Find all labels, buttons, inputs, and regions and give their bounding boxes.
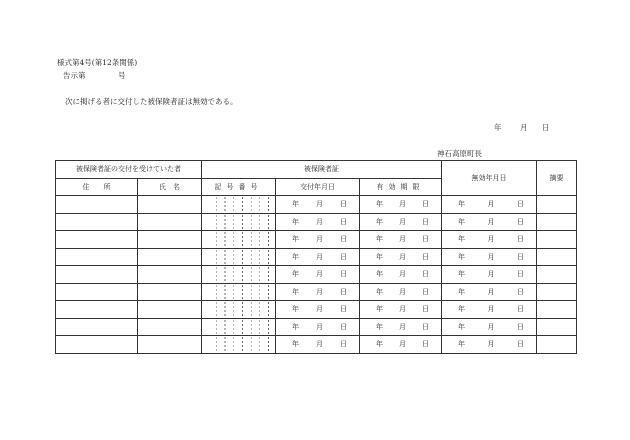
unit-month: 月 (399, 287, 406, 296)
unit-year: 年 (292, 287, 299, 296)
unit-month: 月 (316, 200, 323, 209)
invalid-date-cell[interactable] (442, 283, 537, 301)
expiry-cell[interactable] (360, 196, 442, 214)
name-cell[interactable] (138, 301, 202, 319)
unit-year: 年 (376, 270, 383, 279)
expiry-cell[interactable] (360, 336, 442, 354)
unit-year: 年 (376, 305, 383, 314)
invalid-date-cell[interactable] (442, 266, 537, 284)
unit-year: 年 (376, 340, 383, 349)
unit-day: 日 (422, 287, 429, 296)
unit-year: 年 (458, 235, 465, 244)
name-cell[interactable] (138, 196, 202, 214)
unit-month: 月 (399, 252, 406, 261)
unit-year: 年 (376, 217, 383, 226)
header-card-number: 記号番号 (202, 178, 276, 196)
remarks-cell[interactable] (537, 283, 577, 301)
expiry-cell[interactable] (360, 266, 442, 284)
unit-day: 日 (340, 322, 347, 331)
notice-date-month: 月 (520, 123, 528, 132)
unit-day: 日 (422, 200, 429, 209)
header-address: 住 所 (56, 178, 138, 196)
expiry-cell[interactable] (360, 248, 442, 266)
remarks-cell[interactable] (537, 336, 577, 354)
unit-day: 日 (340, 252, 347, 261)
address-cell[interactable] (56, 336, 138, 354)
unit-day: 日 (340, 340, 347, 349)
unit-year: 年 (292, 270, 299, 279)
unit-year: 年 (376, 287, 383, 296)
address-cell[interactable] (56, 318, 138, 336)
unit-year: 年 (458, 252, 465, 261)
remarks-cell[interactable] (537, 231, 577, 249)
unit-month: 月 (316, 217, 323, 226)
unit-year: 年 (292, 217, 299, 226)
unit-year: 年 (292, 252, 299, 261)
unit-year: 年 (376, 322, 383, 331)
unit-day: 日 (517, 252, 524, 261)
table-row (56, 266, 577, 284)
table-row (56, 283, 577, 301)
invalid-date-cell[interactable] (442, 301, 537, 319)
unit-year: 年 (458, 287, 465, 296)
name-cell[interactable] (138, 266, 202, 284)
remarks-cell[interactable] (537, 196, 577, 214)
notice-number-suffix: 号 (118, 71, 126, 80)
header-invalid-date: 無効年月日 (442, 161, 537, 196)
form-number: 様式第4号(第12条関係) (57, 58, 138, 67)
invalid-date-cell[interactable] (442, 318, 537, 336)
issue-date-cell[interactable] (276, 283, 360, 301)
header-card-group: 被保険者証 (202, 161, 442, 179)
unit-month: 月 (487, 305, 495, 314)
unit-day: 日 (422, 235, 429, 244)
unit-year: 年 (458, 200, 465, 209)
address-cell[interactable] (56, 213, 138, 231)
unit-month: 月 (316, 322, 323, 331)
table-row (56, 213, 577, 231)
issue-date-cell[interactable] (276, 318, 360, 336)
card-number-cell[interactable] (202, 213, 276, 231)
invalid-certificate-table (55, 160, 577, 354)
unit-day: 日 (517, 200, 524, 209)
unit-day: 日 (422, 340, 429, 349)
expiry-cell[interactable] (360, 231, 442, 249)
notice-number-label: 告示第 (63, 71, 86, 80)
remarks-cell[interactable] (537, 301, 577, 319)
address-cell[interactable] (56, 266, 138, 284)
name-cell[interactable] (138, 248, 202, 266)
table-row (56, 318, 577, 336)
expiry-cell[interactable] (360, 318, 442, 336)
card-number-cell[interactable] (202, 196, 276, 214)
unit-year: 年 (458, 270, 465, 279)
unit-year: 年 (292, 305, 299, 314)
unit-month: 月 (487, 287, 495, 296)
unit-month: 月 (487, 200, 495, 209)
expiry-cell[interactable] (360, 301, 442, 319)
card-number-cell[interactable] (202, 248, 276, 266)
expiry-cell[interactable] (360, 213, 442, 231)
issue-date-cell[interactable] (276, 231, 360, 249)
issue-date-cell[interactable] (276, 301, 360, 319)
unit-day: 日 (517, 340, 524, 349)
header-holder-group: 被保険者証の交付を受けていた者 (56, 161, 202, 179)
unit-month: 月 (487, 340, 495, 349)
address-cell[interactable] (56, 248, 138, 266)
remarks-cell[interactable] (537, 248, 577, 266)
header-issue-date: 交付年月日 (276, 178, 360, 196)
unit-day: 日 (422, 217, 429, 226)
unit-day: 日 (340, 287, 347, 296)
unit-day: 日 (340, 235, 347, 244)
invalid-date-cell[interactable] (442, 213, 537, 231)
card-number-cell[interactable] (202, 283, 276, 301)
unit-month: 月 (399, 340, 406, 349)
unit-month: 月 (399, 200, 406, 209)
unit-year: 年 (376, 235, 383, 244)
unit-month: 月 (399, 235, 406, 244)
unit-month: 月 (487, 235, 495, 244)
unit-month: 月 (316, 270, 323, 279)
unit-month: 月 (487, 252, 495, 261)
address-cell[interactable] (56, 196, 138, 214)
unit-day: 日 (517, 322, 524, 331)
unit-year: 年 (292, 322, 299, 331)
issue-date-cell[interactable] (276, 248, 360, 266)
unit-year: 年 (292, 200, 299, 209)
unit-month: 月 (399, 217, 406, 226)
unit-year: 年 (458, 340, 465, 349)
remarks-cell[interactable] (537, 213, 577, 231)
table-row (56, 248, 577, 266)
address-cell[interactable] (56, 231, 138, 249)
invalid-date-cell[interactable] (442, 336, 537, 354)
unit-day: 日 (340, 305, 347, 314)
issue-date-cell[interactable] (276, 266, 360, 284)
table-row (56, 301, 577, 319)
unit-year: 年 (292, 340, 299, 349)
card-number-cell[interactable] (202, 301, 276, 319)
unit-month: 月 (399, 270, 406, 279)
notice-date-day: 日 (542, 123, 550, 132)
name-cell[interactable] (138, 318, 202, 336)
unit-year: 年 (292, 235, 299, 244)
address-cell[interactable] (56, 301, 138, 319)
unit-month: 月 (316, 252, 323, 261)
card-number-cell[interactable] (202, 336, 276, 354)
table-row (56, 196, 577, 214)
table-row (56, 336, 577, 354)
unit-day: 日 (517, 217, 524, 226)
remarks-cell[interactable] (537, 266, 577, 284)
unit-day: 日 (517, 270, 524, 279)
name-cell[interactable] (138, 213, 202, 231)
unit-day: 日 (340, 270, 347, 279)
unit-day: 日 (340, 200, 347, 209)
issuer-title: 神石高原町長 (437, 149, 482, 158)
invalid-date-cell[interactable] (442, 248, 537, 266)
unit-month: 月 (487, 217, 495, 226)
unit-year: 年 (458, 305, 465, 314)
unit-month: 月 (316, 287, 323, 296)
invalid-date-cell[interactable] (442, 196, 537, 214)
notice-date-year: 年 (494, 123, 502, 132)
name-cell[interactable] (138, 231, 202, 249)
card-number-cell[interactable] (202, 318, 276, 336)
table-row (56, 231, 577, 249)
invalid-date-cell[interactable] (442, 231, 537, 249)
unit-day: 日 (340, 217, 347, 226)
unit-month: 月 (487, 270, 495, 279)
name-cell[interactable] (138, 336, 202, 354)
unit-month: 月 (399, 305, 406, 314)
issue-date-cell[interactable] (276, 196, 360, 214)
unit-day: 日 (422, 270, 429, 279)
invalidation-statement: 次に掲げる者に交付した被保険者証は無効である。 (65, 97, 238, 106)
header-remarks: 摘要 (537, 161, 577, 196)
unit-day: 日 (422, 322, 429, 331)
expiry-cell[interactable] (360, 283, 442, 301)
unit-month: 月 (316, 340, 323, 349)
card-number-cell[interactable] (202, 231, 276, 249)
header-expiry: 有効期限 (360, 178, 442, 196)
name-cell[interactable] (138, 283, 202, 301)
unit-month: 月 (399, 322, 406, 331)
unit-month: 月 (316, 235, 323, 244)
issue-date-cell[interactable] (276, 336, 360, 354)
unit-day: 日 (517, 235, 524, 244)
card-number-cell[interactable] (202, 266, 276, 284)
unit-day: 日 (517, 305, 524, 314)
unit-month: 月 (316, 305, 323, 314)
unit-year: 年 (458, 322, 465, 331)
unit-year: 年 (458, 217, 465, 226)
unit-year: 年 (376, 252, 383, 261)
unit-month: 月 (487, 322, 495, 331)
unit-day: 日 (517, 287, 524, 296)
remarks-cell[interactable] (537, 318, 577, 336)
unit-day: 日 (422, 305, 429, 314)
unit-year: 年 (376, 200, 383, 209)
address-cell[interactable] (56, 283, 138, 301)
unit-day: 日 (422, 252, 429, 261)
header-name: 氏 名 (138, 178, 202, 196)
issue-date-cell[interactable] (276, 213, 360, 231)
